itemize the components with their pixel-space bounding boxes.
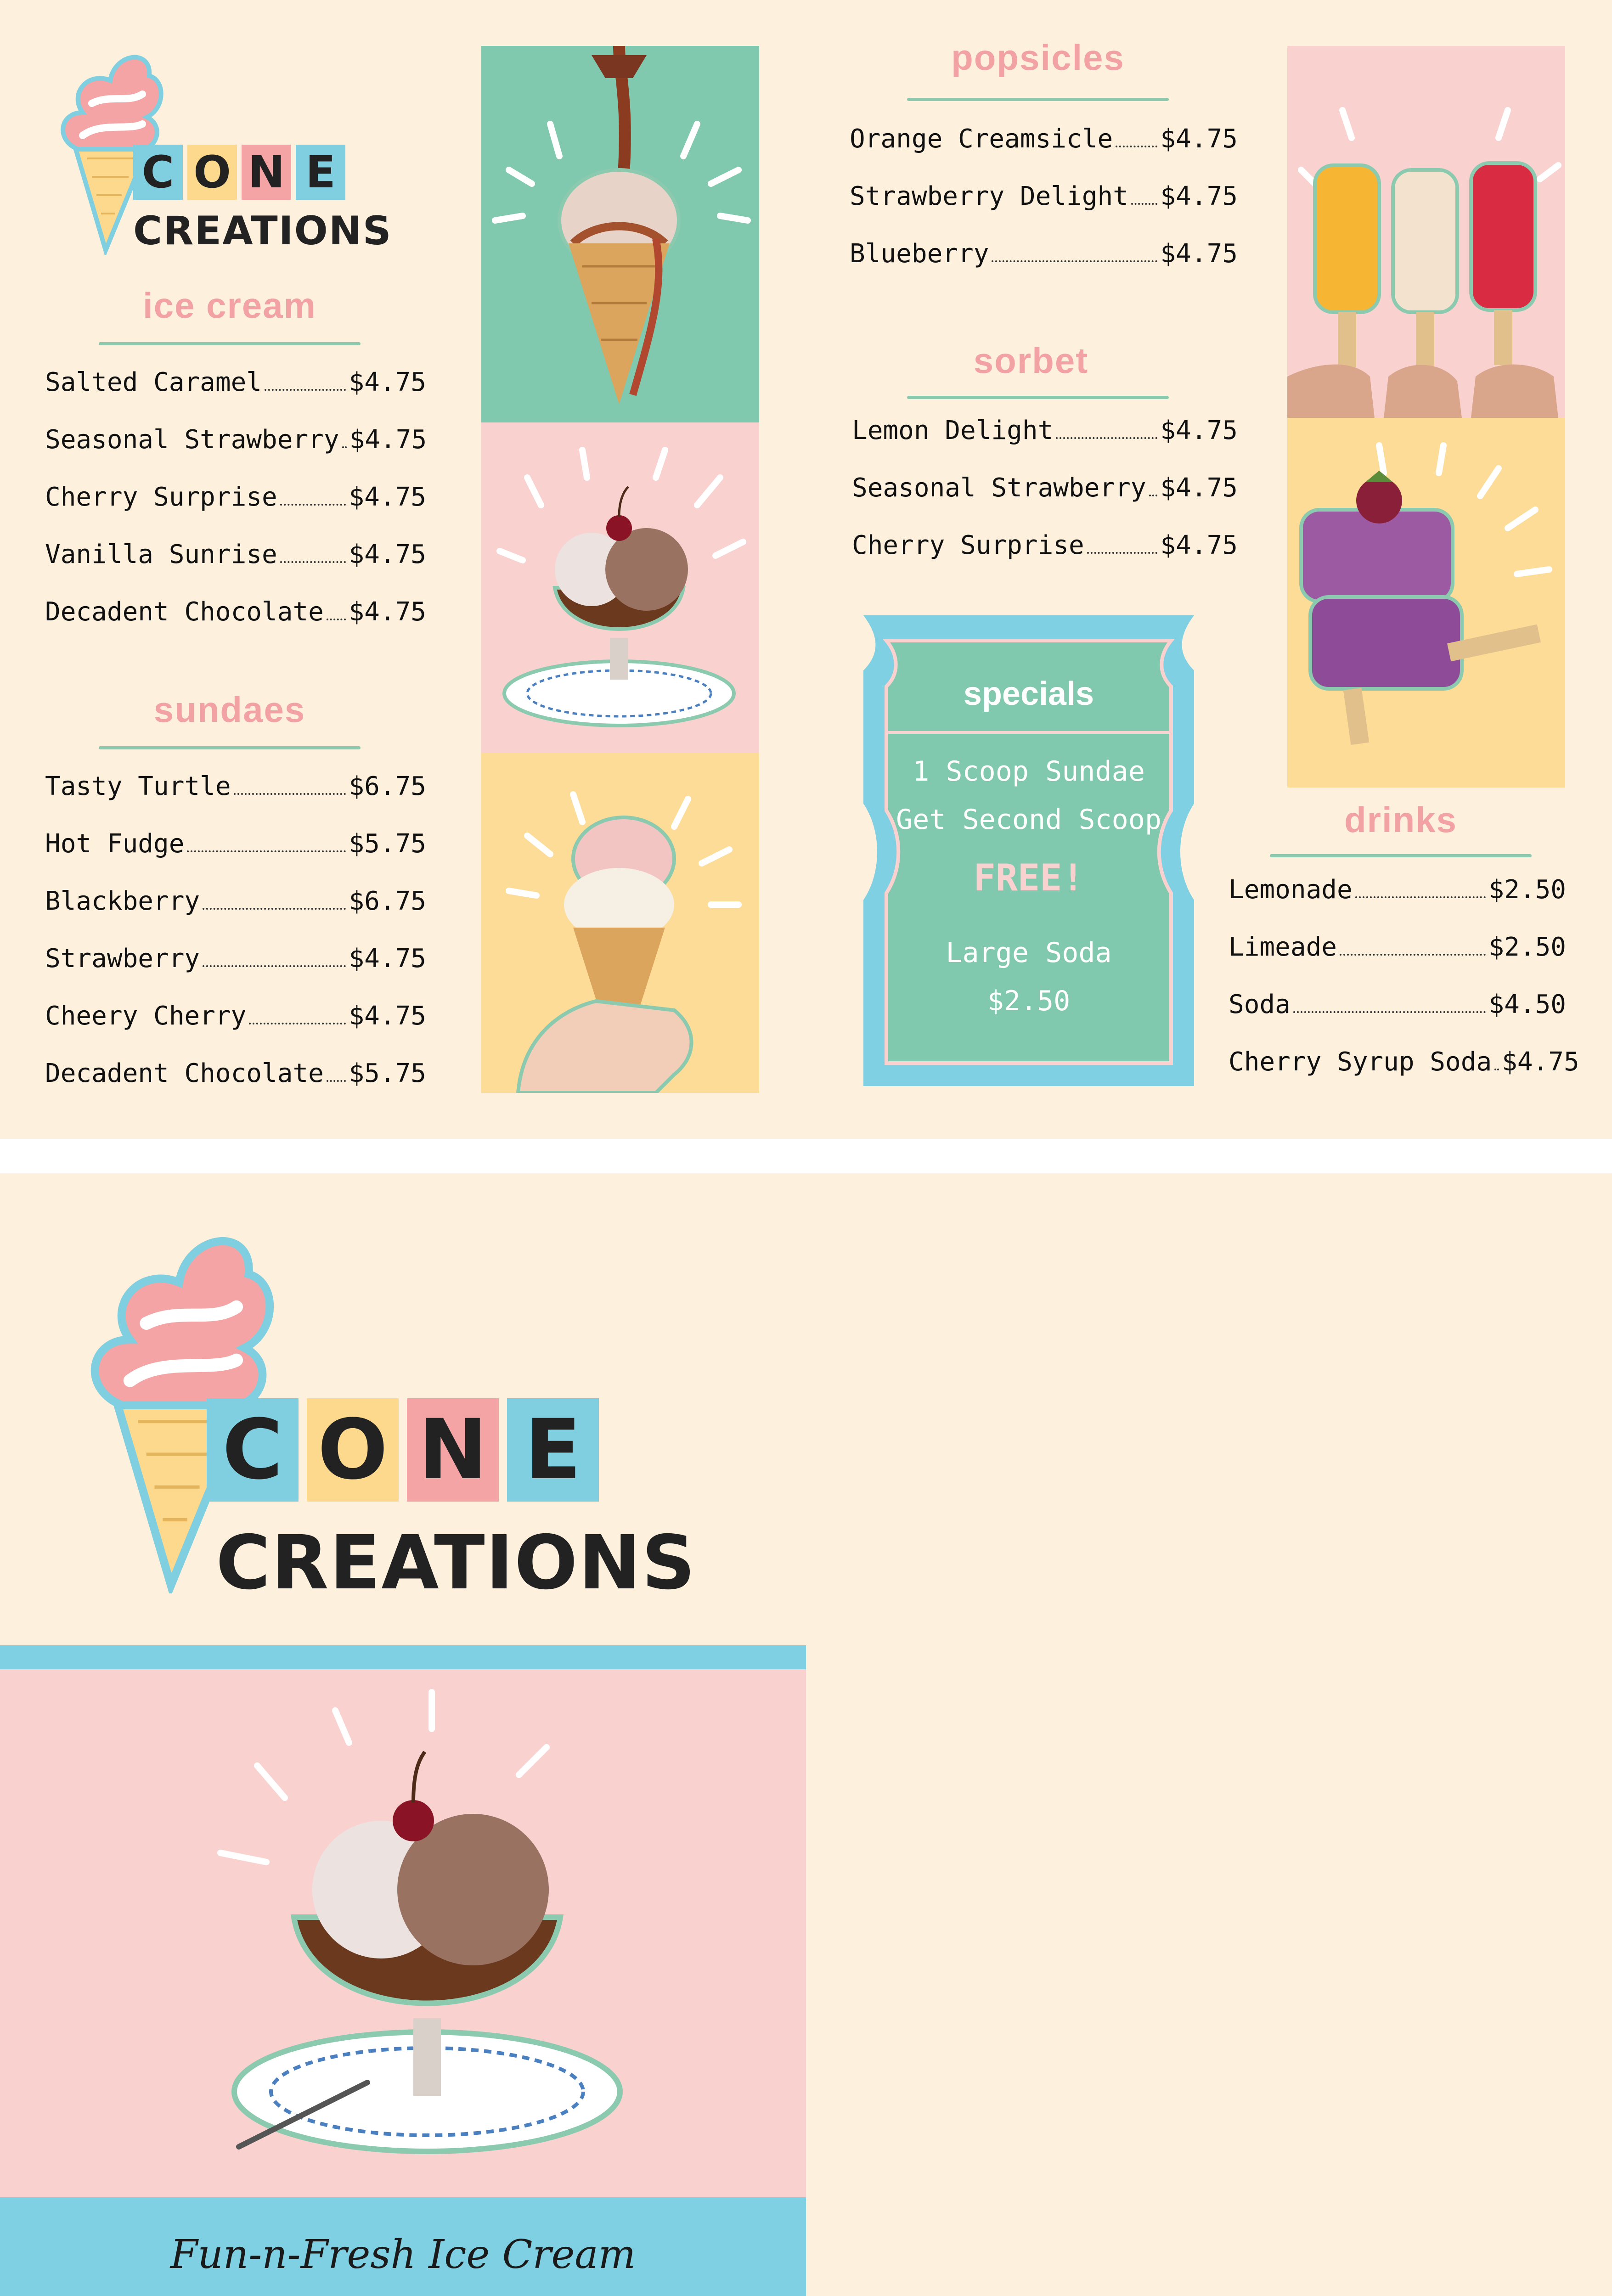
logo-letter-e: E [507, 1398, 599, 1502]
section-title-popsicles: popsicles [951, 37, 1125, 78]
menu-item: Lemon Delight $4.75 [852, 416, 1238, 445]
section-title-ice-cream: ice cream [143, 285, 316, 326]
menu-item: Lemonade $2.50 [1229, 875, 1566, 905]
section-underline [907, 396, 1169, 399]
sorbet-menu [852, 416, 1238, 588]
section-underline [907, 98, 1169, 101]
photo-panel-cone-drizzle [481, 46, 759, 422]
menu-item: Blueberry $4.75 [850, 239, 1238, 269]
menu-item: Soda $4.50 [1229, 990, 1566, 1019]
menu-item: Decadent Chocolate $5.75 [45, 1058, 426, 1088]
logo-letter-o: O [187, 145, 237, 200]
section-title-sorbet: sorbet [973, 340, 1089, 381]
menu-item: Cheery Cherry $4.75 [45, 1001, 426, 1031]
menu-item: Strawberry $4.75 [45, 944, 426, 974]
menu-item: Hot Fudge $5.75 [45, 829, 426, 859]
specials-line-2: Get Second Scoop [896, 804, 1161, 836]
specials-line-1: 1 Scoop Sundae [913, 755, 1145, 788]
cover-photo-sundae [0, 1669, 806, 2197]
logo-letter-o: O [307, 1398, 399, 1502]
cover-top-stripe [0, 1645, 806, 1669]
photo-panel-sorbet-bars [1287, 418, 1565, 788]
menu-item: Blackberry $6.75 [45, 886, 426, 916]
brand-logo [51, 44, 418, 259]
section-title-sundaes: sundaes [153, 689, 306, 730]
logo-word-creations: CREATIONS [133, 208, 392, 254]
logo-letter-n: N [242, 145, 291, 200]
logo-word-creations: CREATIONS [216, 1520, 696, 1606]
logo-letter-c: C [133, 145, 183, 200]
menu-item: Decadent Chocolate $4.75 [45, 597, 426, 627]
brand-logo-large [69, 1217, 735, 1630]
menu-item: Cherry Surprise $4.75 [45, 482, 426, 512]
menu-item: Strawberry Delight $4.75 [850, 181, 1238, 211]
section-underline [99, 342, 361, 345]
photo-panel-sundae [481, 422, 759, 753]
specials-sign [854, 606, 1203, 1095]
section-underline [99, 746, 361, 749]
specials-free: FREE! [973, 856, 1084, 899]
menu-item: Salted Caramel $4.75 [45, 367, 426, 397]
photo-panel-hand-cone [481, 753, 759, 1093]
section-title-drinks: drinks [1344, 799, 1458, 840]
section-underline [1270, 854, 1532, 857]
menu-item: Cherry Syrup Soda $4.75 [1229, 1047, 1579, 1077]
menu-item: Vanilla Sunrise $4.75 [45, 540, 426, 569]
logo-letter-c: C [207, 1398, 299, 1502]
logo-letter-e: E [296, 145, 345, 200]
page-separator [0, 1139, 1612, 1173]
menu-item: Orange Creamsicle $4.75 [850, 124, 1238, 154]
sundaes-menu [45, 771, 426, 1116]
popsicles-menu [850, 124, 1238, 296]
menu-item: Cherry Surprise $4.75 [852, 530, 1238, 560]
logo-letter-n: N [407, 1398, 499, 1502]
ice-cream-menu [45, 367, 426, 654]
menu-item: Limeade $2.50 [1229, 932, 1566, 962]
menu-item: Tasty Turtle $6.75 [45, 771, 426, 801]
drinks-menu [1229, 875, 1579, 1104]
menu-item: Seasonal Strawberry $4.75 [852, 473, 1238, 503]
photo-panel-popsicles [1287, 46, 1565, 418]
specials-title: specials [963, 675, 1094, 712]
specials-line-4: $2.50 [987, 985, 1071, 1017]
menu-item: Seasonal Strawberry $4.75 [45, 425, 427, 455]
cover-tagline: Fun-n-Fresh Ice Cream [170, 2232, 636, 2278]
specials-line-3: Large Soda [946, 937, 1112, 969]
